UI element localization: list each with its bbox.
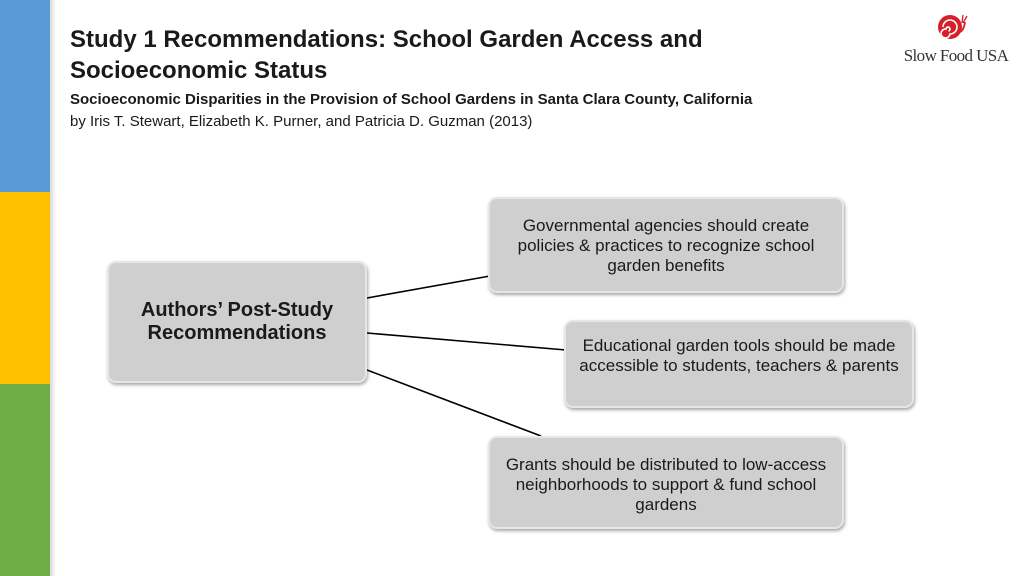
recommendation-box-2 [564, 320, 914, 408]
logo-text: Slow Food USA [903, 46, 1009, 65]
recommendation-box-1 [488, 197, 844, 293]
paper-authors: by Iris T. Stewart, Elizabeth K. Purner, and Patricia D. Guzman (2013) [70, 113, 533, 130]
connector-line-3 [367, 370, 541, 436]
connector-line-1 [367, 276, 490, 298]
recommendation-box-3 [488, 436, 844, 529]
paper-title: Socioeconomic Disparities in the Provision of School Gardens in Santa Clara County, California [70, 91, 753, 108]
connector-line-2 [367, 333, 566, 350]
main-box-label: Authors’ Post-Study Recommendations [140, 299, 334, 344]
recommendation-text-3: Grants should be distributed to low-access neighborhoods to support & fund school gardens [505, 455, 827, 514]
recommendation-text-1: Governmental agencies should create policies & practices to recognize school garden benefits [517, 216, 815, 275]
recommendation-text-2: Educational garden tools should be made accessible to students, teachers & parents [579, 336, 899, 375]
slide-title: Study 1 Recommendations: School Garden Access and Socioeconomic Status [70, 26, 703, 84]
main-recommendations-box [107, 261, 367, 383]
